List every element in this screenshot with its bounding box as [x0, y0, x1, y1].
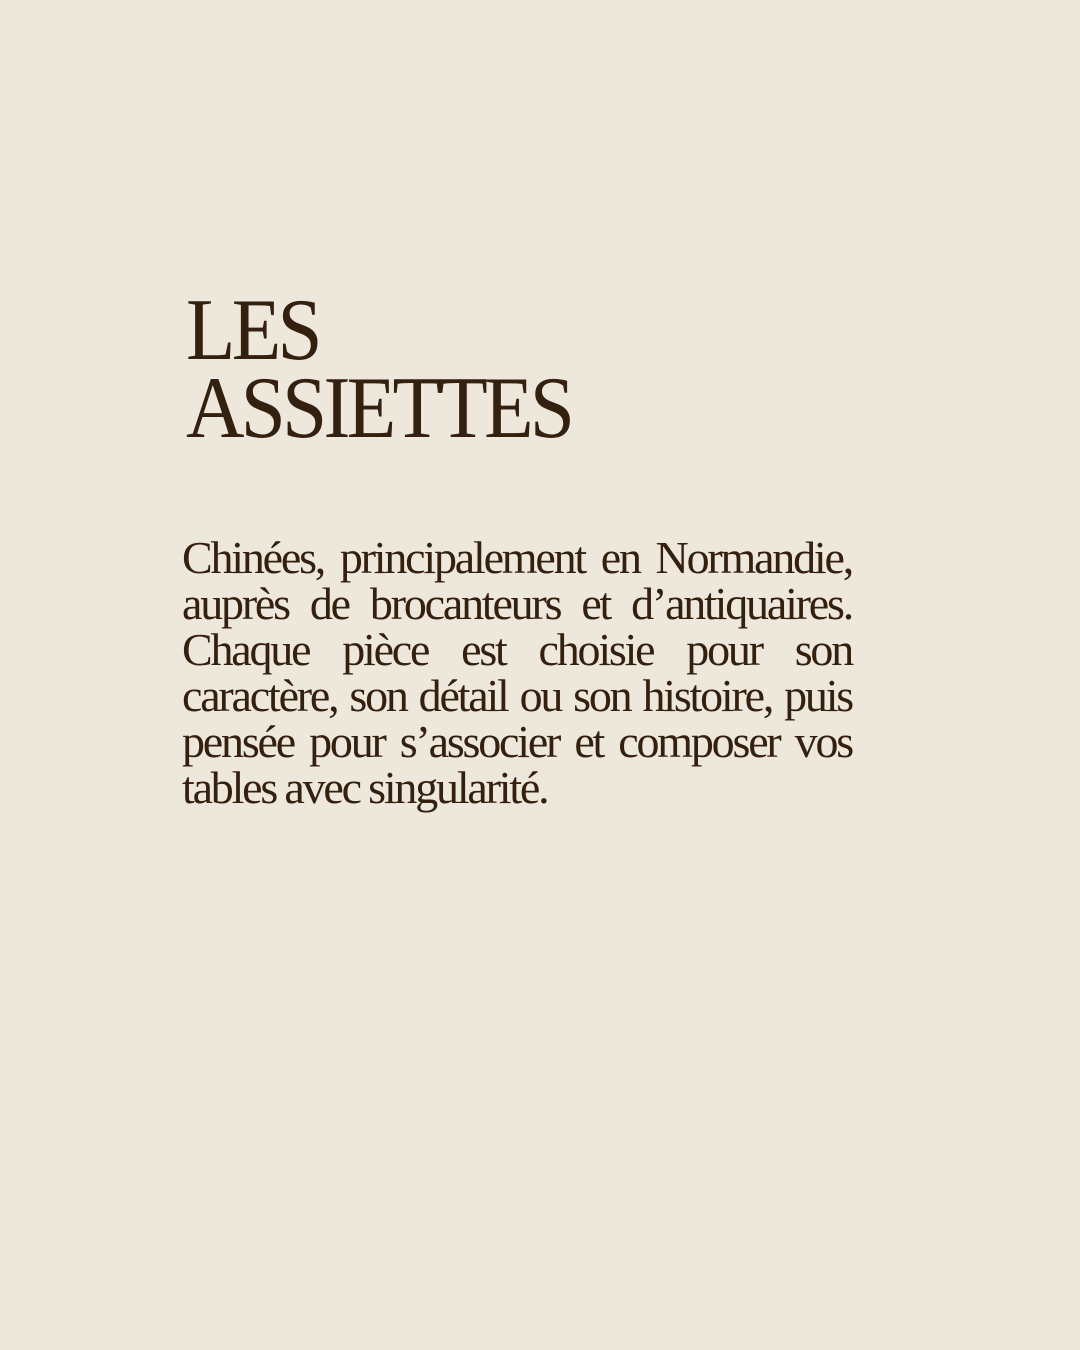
page-title: [186, 282, 830, 457]
title-line-1: LES: [186, 282, 319, 379]
description-paragraph: Chinées, principalement en Normandie, auprès de brocanteurs et d’antiquaires. Chaque pièce est choisie pour son caractère, son détail ou son histoire, puis pensée pour s’associer et composer vos tables avec singularité.: [182, 532, 852, 813]
title-line-2: ASSIETTES: [186, 360, 572, 457]
